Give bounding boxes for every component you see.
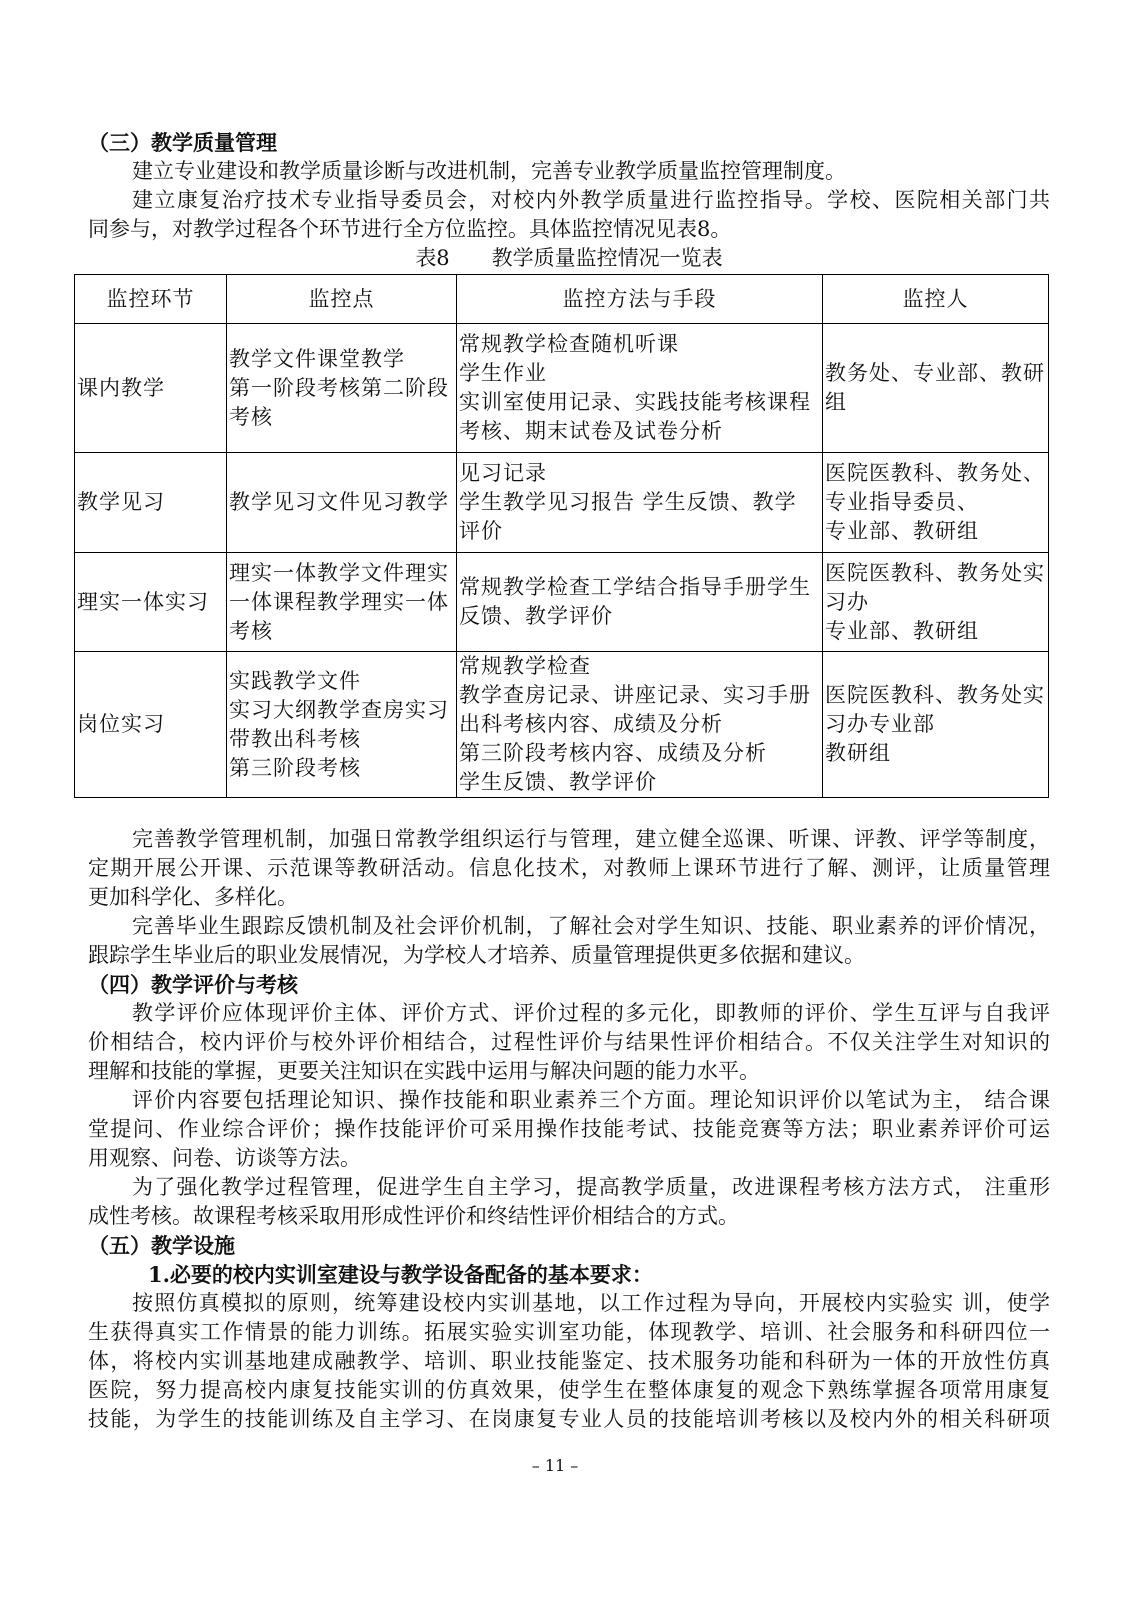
cell-monitors — [823, 453, 1049, 553]
table-row — [75, 324, 1049, 453]
paragraph-line: 体，将校内实训基地建成融教学、培训、职业技能鉴定、技术服务功能和科研为一体的开放性仿真 — [88, 1349, 1050, 1373]
table-header-row — [75, 275, 1049, 324]
header-monitoring-stage: 监控环节 — [75, 275, 227, 324]
section-5-heading: （五）教学设施 — [88, 1233, 235, 1258]
cell-line: 理实一体教学文件理实 — [229, 560, 449, 585]
section-3-heading: （三）教学质量管理 — [88, 130, 277, 155]
cell-methods — [457, 652, 823, 798]
paragraph-line: 定期开展公开课、示范课等教研活动。信息化技术，对教师上课环节进行了解、测评，让质量管理 — [88, 856, 1050, 880]
cell-line: 带教出科考核 — [229, 726, 361, 751]
cell-line: 评价 — [459, 519, 503, 543]
cell-points — [227, 652, 457, 798]
cell-line: 常规教学检查随机听课 — [459, 332, 679, 356]
cell-stage: 岗位实习 — [75, 652, 227, 798]
cell-line: 教务处、专业部、教研 — [825, 361, 1045, 385]
cell-line: 实践教学文件 — [229, 668, 361, 693]
paragraph-line: 堂提问、作业综合评价；操作技能评价可采用操作技能考试、技能竞赛等方法；职业素养评价可运 — [88, 1117, 1050, 1141]
cell-points — [227, 553, 457, 652]
cell-line: 教学文件课堂教学 — [229, 346, 405, 371]
cell-points — [227, 453, 457, 553]
paragraph-line: 同参与，对教学过程各个环节进行全方位监控。具体监控情况见表8。 — [88, 217, 732, 241]
paragraph-line: 教学评价应体现评价主体、评价方式、评价过程的多元化，即教师的评价、学生互评与自我评 — [132, 1001, 1050, 1025]
paragraph-line: 理解和技能的掌握，更要关注知识在实践中运用与解决问题的能力水平。 — [88, 1059, 760, 1083]
cell-line: 教学见习文件见习教学 — [229, 490, 449, 514]
cell-monitors — [823, 652, 1049, 798]
cell-line: 实习大纲教学查房实习 — [229, 697, 449, 722]
table-caption: 表8 教学质量监控情况一览表 — [415, 246, 723, 270]
table-row — [75, 553, 1049, 652]
paragraph-line: 更加科学化、多样化。 — [88, 885, 298, 909]
cell-line: 实训室使用记录、实践技能考核课程 — [459, 390, 811, 414]
cell-line: 医院医教科、教务处、 — [825, 461, 1045, 485]
paragraph-line: 用观察、问卷、访谈等方法。 — [88, 1146, 361, 1170]
cell-points — [227, 324, 457, 453]
cell-line: 习办专业部 — [825, 712, 935, 736]
cell-line: 第三阶段考核 — [229, 755, 361, 780]
cell-line: 组 — [825, 390, 847, 414]
paragraph-line: 生获得真实工作情景的能力训练。拓展实验实训室功能，体现教学、培训、社会服务和科研四位一 — [88, 1320, 1050, 1344]
cell-line: 见习记录 — [459, 461, 547, 485]
cell-line: 考核 — [229, 618, 273, 643]
header-monitoring-methods: 监控方法与手段 — [457, 275, 823, 324]
cell-stage: 理实一体实习 — [75, 553, 227, 652]
page-number: – 11 – — [531, 1456, 579, 1475]
header-monitoring-points: 监控点 — [227, 275, 457, 324]
cell-methods — [457, 324, 823, 453]
cell-methods — [457, 553, 823, 652]
cell-line: 教研组 — [825, 741, 891, 765]
quality-monitoring-table — [74, 274, 1049, 798]
paragraph-line: 医院，努力提高校内康复技能实训的仿真效果，使学生在整体康复的观念下熟练掌握各项常用康复 — [88, 1378, 1050, 1402]
paragraph-line: 完善教学管理机制，加强日常教学组织运行与管理，建立健全巡课、听课、评教、评学等制度， — [132, 827, 1050, 851]
paragraph-line: 完善毕业生跟踪反馈机制及社会评价机制，了解社会对学生知识、技能、职业素养的评价情况， — [132, 914, 1050, 938]
cell-line: 反馈、教学评价 — [459, 604, 613, 628]
cell-methods — [457, 453, 823, 553]
header-monitoring-persons: 监控人 — [823, 275, 1049, 324]
cell-line: 一体课程教学理实一体 — [229, 589, 449, 614]
paragraph-line: 评价内容要包括理论知识、操作技能和职业素养三个方面。理论知识评价以笔试为主， 结合课 — [132, 1088, 1050, 1112]
cell-line: 常规教学检查 — [459, 654, 591, 678]
cell-line: 出科考核内容、成绩及分析 — [459, 712, 723, 736]
cell-line: 常规教学检查工学结合指导手册学生 — [459, 575, 811, 599]
table-row — [75, 453, 1049, 553]
cell-monitors — [823, 324, 1049, 453]
cell-line: 学生教学见习报告 学生反馈、教学 — [459, 490, 797, 514]
paragraph-line: 建立专业建设和教学质量诊断与改进机制，完善专业教学质量监控管理制度。 — [132, 159, 846, 183]
cell-line: 专业部、教研组 — [825, 519, 979, 543]
cell-line: 第三阶段考核内容、成绩及分析 — [459, 741, 767, 765]
cell-line: 医院医教科、教务处实 — [825, 683, 1045, 707]
cell-line: 医院医教科、教务处实 — [825, 560, 1045, 585]
section-4-heading: （四）教学评价与考核 — [88, 972, 298, 997]
section-5-subheading: 1.必要的校内实训室建设与教学设备配备的基本要求： — [148, 1262, 653, 1287]
cell-line: 教学查房记录、讲座记录、实习手册 — [459, 683, 811, 707]
paragraph-line: 按照仿真模拟的原则，统筹建设校内实训基地，以工作过程为导向，开展校内实验实 训，使学 — [132, 1291, 1050, 1315]
paragraph-line: 成性考核。故课程考核采取用形成性评价和终结性评价相结合的方式。 — [88, 1204, 739, 1228]
cell-line: 学生作业 — [459, 361, 547, 385]
paragraph-line: 技能，为学生的技能训练及自主学习、在岗康复专业人员的技能培训考核以及校内外的相关科研项 — [88, 1407, 1050, 1431]
cell-monitors — [823, 553, 1049, 652]
paragraph-line: 跟踪学生毕业后的职业发展情况，为学校人才培养、质量管理提供更多依据和建议。 — [88, 943, 865, 967]
cell-line: 第一阶段考核第二阶段 — [229, 375, 449, 400]
paragraph-line: 价相结合，校内评价与校外评价相结合，过程性评价与结果性评价相结合。不仅关注学生对知识的 — [88, 1030, 1050, 1054]
cell-stage: 课内教学 — [75, 324, 227, 453]
cell-line: 习办 — [825, 589, 869, 614]
cell-line: 考核 — [229, 404, 273, 429]
cell-line: 学生反馈、教学评价 — [459, 770, 657, 794]
cell-line: 考核、期末试卷及试卷分析 — [459, 419, 723, 443]
paragraph-line: 为了强化教学过程管理，促进学生自主学习，提高教学质量，改进课程考核方法方式， 注重形 — [132, 1175, 1050, 1199]
cell-stage: 教学见习 — [75, 453, 227, 553]
cell-line: 专业部、教研组 — [825, 618, 979, 643]
paragraph-line: 建立康复治疗技术专业指导委员会，对校内外教学质量进行监控指导。学校、医院相关部门共 — [132, 188, 1050, 212]
cell-line: 专业指导委员、 — [825, 490, 979, 514]
table-row — [75, 652, 1049, 798]
